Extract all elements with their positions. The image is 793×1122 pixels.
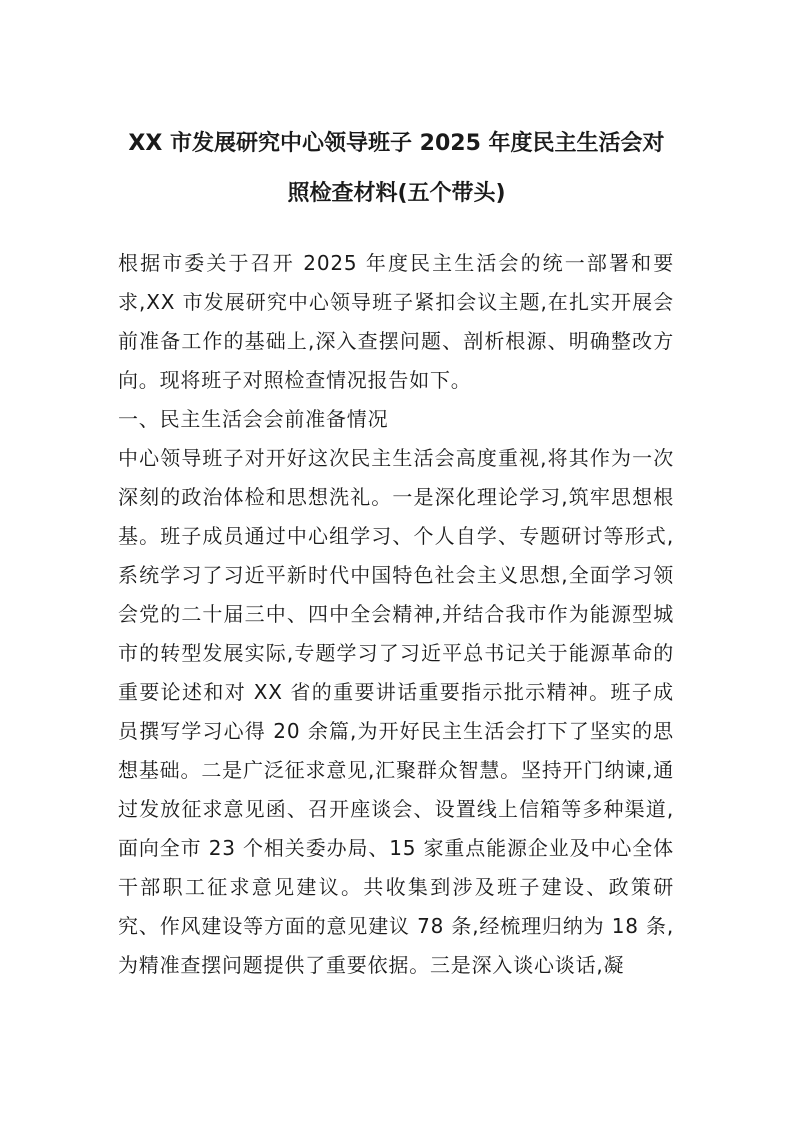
document-title-line-2: 照检查材料(五个带头) — [287, 181, 506, 206]
intro-paragraph: 根据市委关于召开 2025 年度民主生活会的统一部署和要求,XX 市发展研究中心领导班子紧扣会议主题,在扎实开展会前准备工作的基础上,深入查摆问题、剖析根源、明确整改方向。现将班子对照检查情况报告如下。 — [118, 251, 674, 392]
section-1-heading: 一、民主生活会会前准备情况 — [118, 407, 389, 431]
document-body — [118, 244, 674, 985]
document-title-line-1: XX 市发展研究中心领导班子 2025 年度民主生活会对 — [128, 131, 665, 156]
section-1-paragraph: 中心领导班子对开好这次民主生活会高度重视,将其作为一次深刻的政治体检和思想洗礼。一是深化理论学习,筑牢思想根基。班子成员通过中心组学习、个人自学、专题研讨等形式,系统学习了习近平新时代中国特色社会主义思想,全面学习领会党的二十届三中、四中全会精神,并结合我市作为能源型城市的转型发展实际,专题学习了习近平总书记关于能源革命的重要论述和对 XX 省的重要讲话重要指示批示精神。班子成员撰写学习心得 20 余篇,为开好民主生活会打下了坚实的思想基础。二是广泛征求意见,汇聚群众智慧。坚持开门纳谏,通过发放征求意见函、召开座谈会、设置线上信箱等多种渠道,面向全市 23 个相关委办局、15 家重点能源企业及中心全体干部职工征求意见建议。共收集到涉及班子建设、政策研究、作风建设等方面的意见建议 78 条,经梳理归纳为 18 条,为精准查摆问题提供了重要依据。三是深入谈心谈话,凝 — [118, 446, 674, 977]
